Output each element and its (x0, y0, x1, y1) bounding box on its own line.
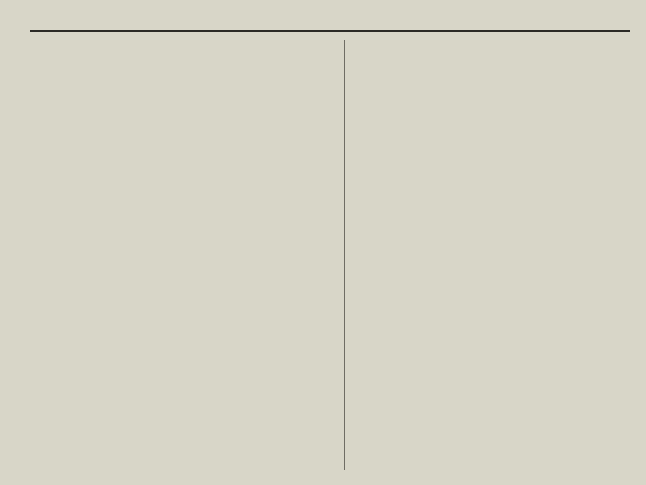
masthead-rule (30, 30, 630, 32)
article-reflection (230, 250, 630, 475)
article-summary (350, 40, 550, 240)
